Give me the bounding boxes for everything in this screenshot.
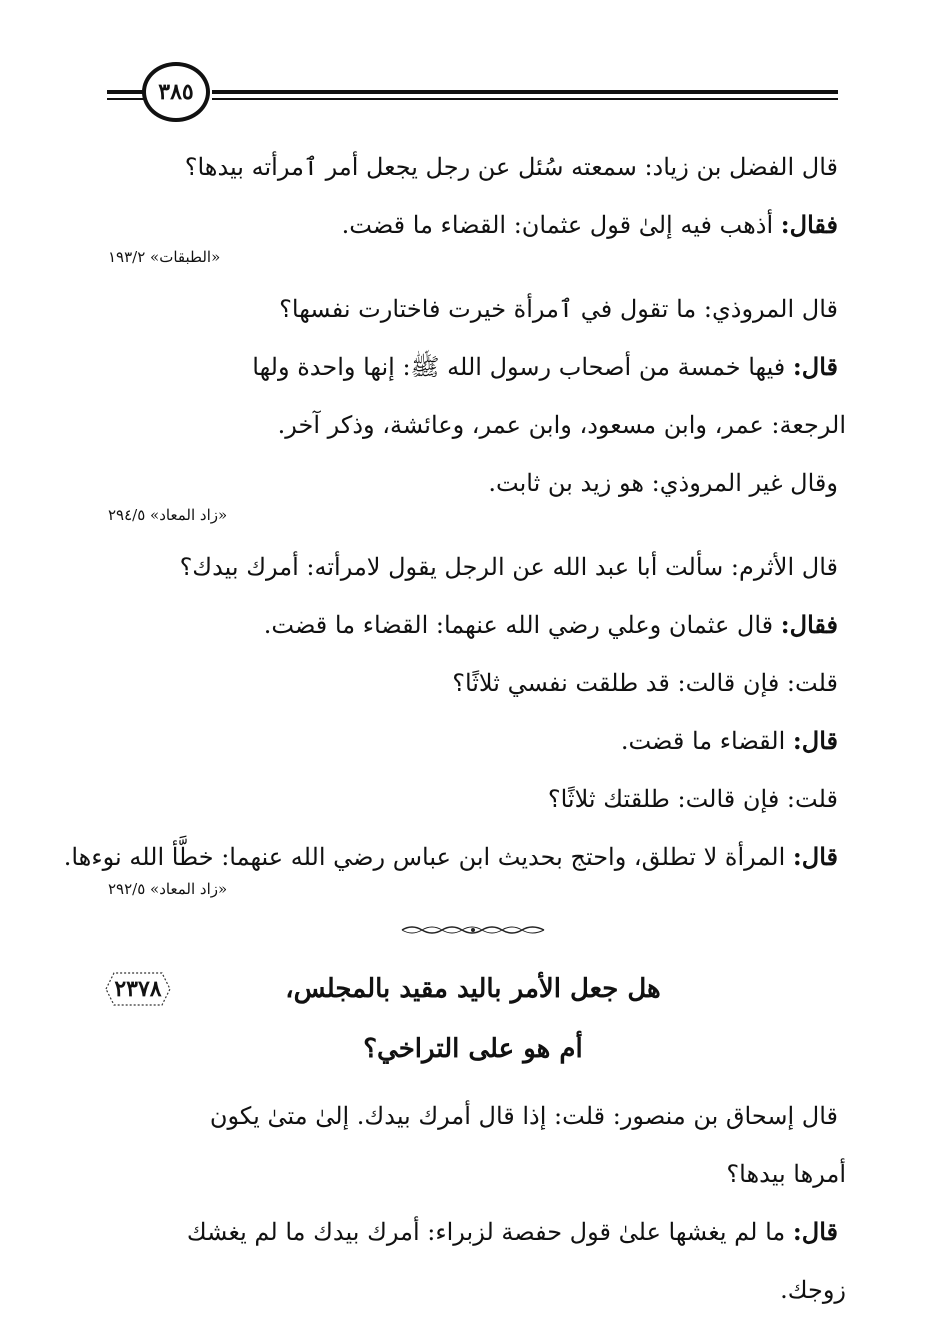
source-citation: «زاد المعاد» ٢٩٤/٥ — [108, 506, 228, 524]
text-line: قال الفضل بن زياد: سمعته سُئل عن رجل يجعل أمر ٱمرأته بيدها؟ — [184, 153, 838, 181]
text-line: قال: فيها خمسة من أصحاب رسول الله ﷺ: إنها واحدة ولها — [252, 352, 838, 381]
text-block — [108, 1087, 846, 1319]
page-content — [63, 138, 846, 1319]
source-citation: «الطبقات» ١٩٣/٢ — [108, 248, 221, 266]
text-line: قال: ما لم يغشها علىٰ قول حفصة لزبراء: أمرك بيدك ما لم يغشك — [186, 1217, 838, 1246]
text-line: قال: المرأة لا تطلق، واحتج بحديث ابن عباس رضي الله عنهما: خطَّأ الله نوءها. — [63, 842, 838, 871]
section-title-line: هل جعل الأمر باليد مقيد بالمجلس، — [285, 974, 661, 1004]
text-line: قلت: فإن قالت: طلقتك ثلاثًا؟ — [547, 785, 838, 813]
header-rule — [212, 90, 838, 94]
question-number-badge — [100, 967, 176, 1011]
text-line: قلت: فإن قالت: قد طلقت نفسي ثلاثًا؟ — [452, 669, 838, 697]
text-block — [108, 280, 846, 528]
text-block — [108, 138, 838, 270]
text-block — [63, 538, 838, 902]
header-rule-thin — [212, 98, 838, 100]
ornament-icon — [398, 923, 548, 937]
text-line: وقال غير المروذي: هو زيد بن ثابت. — [488, 469, 838, 497]
section-title-line: أم هو على التراخي؟ — [363, 1034, 583, 1064]
header-rule-left-thin — [107, 98, 145, 100]
section-divider — [108, 922, 838, 941]
text-line: قال الأثرم: سألت أبا عبد الله عن الرجل يقول لامرأته: أمرك بيدك؟ — [179, 553, 838, 581]
header-rule-left — [107, 90, 145, 94]
page-header — [0, 62, 946, 132]
text-line: الرجعة: عمر، وابن مسعود، وابن عمر، وعائشة، وذكر آخر. — [277, 411, 846, 439]
text-line: قال إسحاق بن منصور: قلت: إذا قال أمرك بيدك. إلىٰ متىٰ يكون — [209, 1102, 838, 1130]
text-line: أمرها بيدها؟ — [726, 1160, 846, 1188]
text-line: قال المروذي: ما تقول في ٱمرأة خيرت فاختارت نفسها؟ — [279, 295, 838, 323]
text-line: زوجك. — [780, 1276, 846, 1304]
text-line: فقال: أذهب فيه إلىٰ قول عثمان: القضاء ما قضت. — [341, 210, 838, 239]
page-number: ٣٨٥ — [142, 62, 210, 122]
question-number: ٢٣٧٨ — [114, 976, 162, 1002]
source-citation: «زاد المعاد» ٢٩٢/٥ — [108, 880, 228, 898]
section-heading — [108, 959, 838, 1079]
text-line: قال: القضاء ما قضت. — [620, 726, 838, 755]
text-line: فقال: قال عثمان وعلي رضي الله عنهما: القضاء ما قضت. — [263, 610, 838, 639]
